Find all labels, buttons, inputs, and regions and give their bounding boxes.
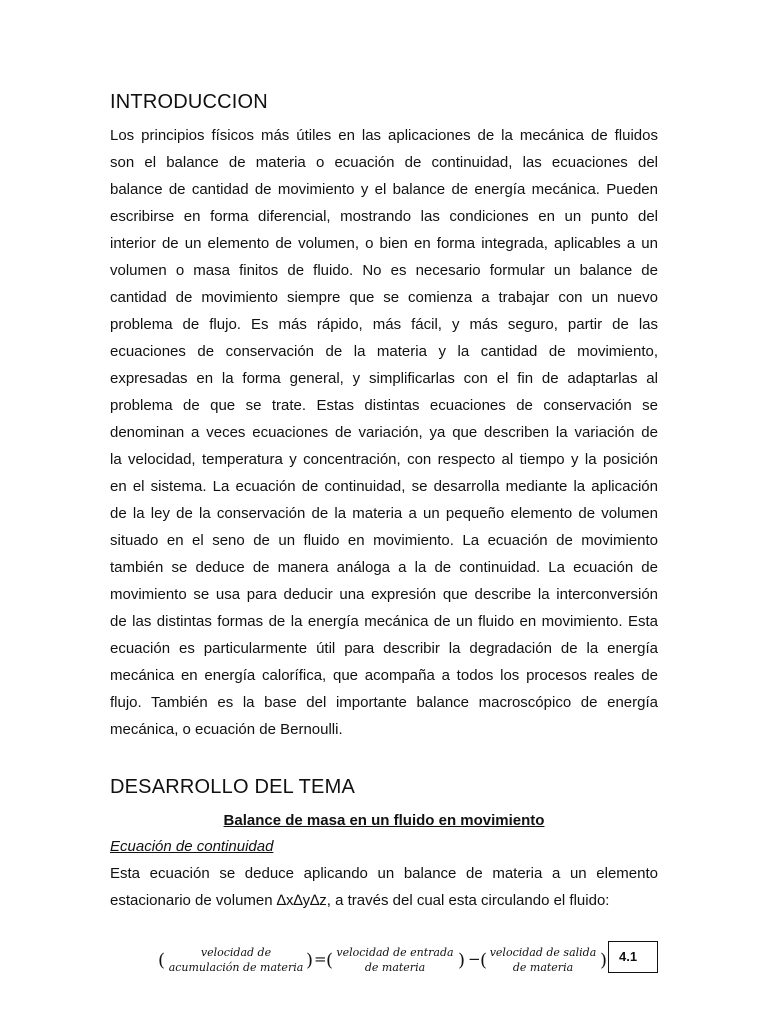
text-line: denominan a veces ecuaciones de variación, ya que describen la variación de <box>110 424 658 441</box>
continuity-paragraph <box>110 860 658 914</box>
fraction-top: velocidad de entrada <box>336 946 454 959</box>
fraction-bottom: de materia <box>364 961 426 974</box>
open-paren: ( <box>326 950 334 971</box>
text-line: volumen o masa finitos de fluido. No es necesario formular un balance de <box>110 262 658 279</box>
text-line: situado en el seno de un fluido en movimiento. La ecuación de movimiento <box>110 532 658 549</box>
close-paren: ) <box>600 950 608 971</box>
text-line: ecuaciones de conservación de la materia y la cantidad de movimiento, <box>110 343 658 360</box>
text-line: balance de cantidad de movimiento y el balance de energía mecánica. Pueden <box>110 181 658 198</box>
open-paren: ( <box>158 950 166 971</box>
inflow-term <box>332 945 458 975</box>
fraction-top: velocidad de salida <box>489 946 597 959</box>
outflow-term <box>486 945 600 975</box>
text-line: interior de un elemento de volumen, o bien en forma integrada, aplicables a un <box>110 235 658 252</box>
text-line: escribirse en forma diferencial, mostrando las condiciones en un punto del <box>110 208 658 225</box>
intro-paragraph <box>110 122 658 743</box>
close-paren: ) <box>458 950 466 971</box>
text-line: también se deduce de manera análoga a la de continuidad. La ecuación de <box>110 559 658 576</box>
subsection-heading: Ecuación de continuidad <box>110 838 274 855</box>
intro-heading: INTRODUCCION <box>110 91 268 113</box>
text-line: en el sistema. La ecuación de continuidad, se desarrolla mediante la aplicación <box>110 478 658 495</box>
accumulation-term <box>166 945 306 975</box>
text-line: son el balance de materia o ecuación de continuidad, las ecuaciones del <box>110 154 658 171</box>
text-line: de la ley de la conservación de la materia a un pequeño elemento de volumen <box>110 505 658 522</box>
text-line: mecánica en energía calorífica, que acompaña a todos los procesos reales de <box>110 667 658 684</box>
close-paren: ) <box>306 950 314 971</box>
section-subtitle: Balance de masa en un fluido en movimiento <box>223 812 545 829</box>
open-paren: ( <box>480 950 488 971</box>
fraction-top: velocidad de <box>200 946 272 959</box>
text-line: mecánica, o ecuación de Bernoulli. <box>110 721 343 738</box>
text-line: Los principios físicos más útiles en las aplicaciones de la mecánica de fluidos <box>110 127 658 144</box>
fraction-bottom: acumulación de materia <box>168 961 304 974</box>
text-line: problema de que se trate. Estas distintas ecuaciones de conservación se <box>110 397 658 414</box>
text-line: estacionario de volumen ∆x∆y∆z, a través del cual esta circulando el fluido: <box>110 892 610 909</box>
text-line: de las distintas formas de la energía mecánica de un fluido en movimiento. Esta <box>110 613 658 630</box>
text-line: la velocidad, temperatura y concentración, con respecto al tiempo y la posición <box>110 451 658 468</box>
desarrollo-heading: DESARROLLO DEL TEMA <box>110 776 355 798</box>
text-line: expresadas en la forma general, y simplificarlas con el fin de adaptarlas al <box>110 370 658 387</box>
fraction-bottom: de materia <box>512 961 574 974</box>
equation-number: 4.1 <box>608 941 658 973</box>
text-line: movimiento se usa para deducir una expresión que describe la interconversión <box>110 586 658 603</box>
continuity-equation <box>158 944 608 980</box>
text-line: cantidad de movimiento siempre que se comienza a trabajar con un nuevo <box>110 289 658 306</box>
equals-sign: = <box>314 950 327 968</box>
text-line: flujo. También es la base del importante balance macroscópico de energía <box>110 694 658 711</box>
minus-sign: − <box>468 950 481 968</box>
text-line: Esta ecuación se deduce aplicando un balance de materia a un elemento <box>110 865 658 882</box>
text-line: ecuación es particularmente útil para describir la degradación de la energía <box>110 640 658 657</box>
text-line: problema de flujo. Es más rápido, más fácil, y más seguro, partir de las <box>110 316 658 333</box>
